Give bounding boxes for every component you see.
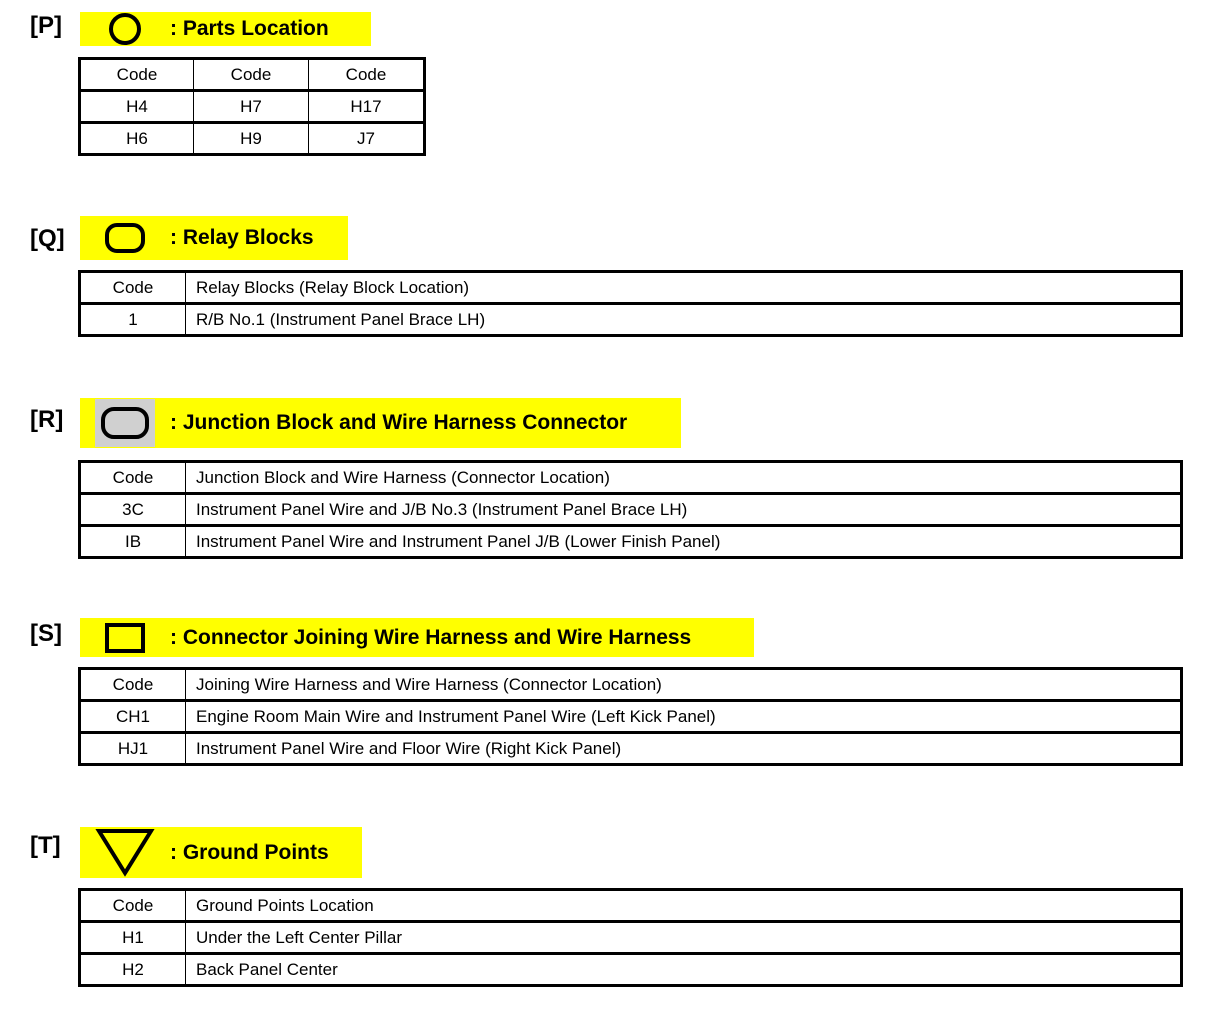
table-cell: CH1 bbox=[80, 701, 186, 733]
table-cell: Under the Left Center Pillar bbox=[186, 922, 1182, 954]
table-cell: J7 bbox=[309, 123, 425, 155]
table-row bbox=[80, 922, 1182, 954]
table-row bbox=[80, 494, 1182, 526]
table-cell: Code bbox=[309, 59, 425, 91]
table-cell: H1 bbox=[80, 922, 186, 954]
table-row bbox=[80, 526, 1182, 558]
table-cell: Code bbox=[80, 462, 186, 494]
table-cell: Engine Room Main Wire and Instrument Panel Wire (Left Kick Panel) bbox=[186, 701, 1182, 733]
table-cell: Code bbox=[80, 272, 186, 304]
relay-blocks-table bbox=[78, 270, 1183, 337]
table-cell: R/B No.1 (Instrument Panel Brace LH) bbox=[186, 304, 1182, 336]
connector-joining-title: : Connector Joining Wire Harness and Wire Harness bbox=[170, 625, 692, 649]
table-cell: HJ1 bbox=[80, 733, 186, 765]
rounded-rectangle-icon bbox=[80, 216, 170, 260]
table-header-row bbox=[80, 462, 1182, 494]
relay-blocks-title: : Relay Blocks bbox=[170, 226, 314, 249]
table-header-row bbox=[80, 272, 1182, 304]
table-header-row bbox=[80, 59, 425, 91]
table-cell: H17 bbox=[309, 91, 425, 123]
table-header-row bbox=[80, 669, 1182, 701]
parts-location-table bbox=[78, 57, 426, 156]
table-cell: Instrument Panel Wire and J/B No.3 (Instrument Panel Brace LH) bbox=[186, 494, 1182, 526]
table-cell: H9 bbox=[194, 123, 309, 155]
table-cell: IB bbox=[80, 526, 186, 558]
section-letter-r: [R] bbox=[30, 406, 64, 433]
table-row bbox=[80, 701, 1182, 733]
junction-block-banner bbox=[80, 398, 681, 448]
table-cell: Relay Blocks (Relay Block Location) bbox=[186, 272, 1182, 304]
table-row bbox=[80, 733, 1182, 765]
table-cell: H7 bbox=[194, 91, 309, 123]
parts-location-title: : Parts Location bbox=[170, 17, 329, 40]
connector-joining-table bbox=[78, 667, 1183, 766]
section-letter-s: [S] bbox=[30, 620, 62, 647]
table-cell: Ground Points Location bbox=[186, 890, 1182, 922]
rectangle-icon bbox=[80, 618, 170, 657]
relay-blocks-banner bbox=[80, 216, 348, 260]
table-cell: Code bbox=[194, 59, 309, 91]
table-cell: Back Panel Center bbox=[186, 954, 1182, 986]
table-cell: Instrument Panel Wire and Floor Wire (Right Kick Panel) bbox=[186, 733, 1182, 765]
circle-icon bbox=[80, 12, 170, 46]
table-cell: Instrument Panel Wire and Instrument Panel J/B (Lower Finish Panel) bbox=[186, 526, 1182, 558]
junction-block-title: : Junction Block and Wire Harness Connector bbox=[170, 411, 628, 434]
ground-points-table bbox=[78, 888, 1183, 987]
junction-block-table bbox=[78, 460, 1183, 559]
table-cell: H2 bbox=[80, 954, 186, 986]
table-row bbox=[80, 954, 1182, 986]
connector-joining-banner bbox=[80, 618, 754, 657]
section-letter-t: [T] bbox=[30, 832, 61, 859]
table-cell: 1 bbox=[80, 304, 186, 336]
table-cell: Joining Wire Harness and Wire Harness (Connector Location) bbox=[186, 669, 1182, 701]
table-row bbox=[80, 91, 425, 123]
table-cell: H4 bbox=[80, 91, 194, 123]
parts-location-banner bbox=[80, 12, 371, 46]
table-header-row bbox=[80, 890, 1182, 922]
table-cell: H6 bbox=[80, 123, 194, 155]
section-letter-q: [Q] bbox=[30, 225, 65, 252]
table-cell: Code bbox=[80, 890, 186, 922]
ground-points-title: : Ground Points bbox=[170, 840, 329, 864]
table-cell: 3C bbox=[80, 494, 186, 526]
table-cell: Code bbox=[80, 59, 194, 91]
ground-points-banner bbox=[80, 827, 362, 878]
table-cell: Junction Block and Wire Harness (Connector Location) bbox=[186, 462, 1182, 494]
table-row bbox=[80, 123, 425, 155]
table-row bbox=[80, 304, 1182, 336]
table-cell: Code bbox=[80, 669, 186, 701]
shaded-rounded-rectangle-icon bbox=[80, 398, 170, 448]
section-letter-p: [P] bbox=[30, 12, 62, 39]
triangle-icon bbox=[80, 827, 170, 878]
